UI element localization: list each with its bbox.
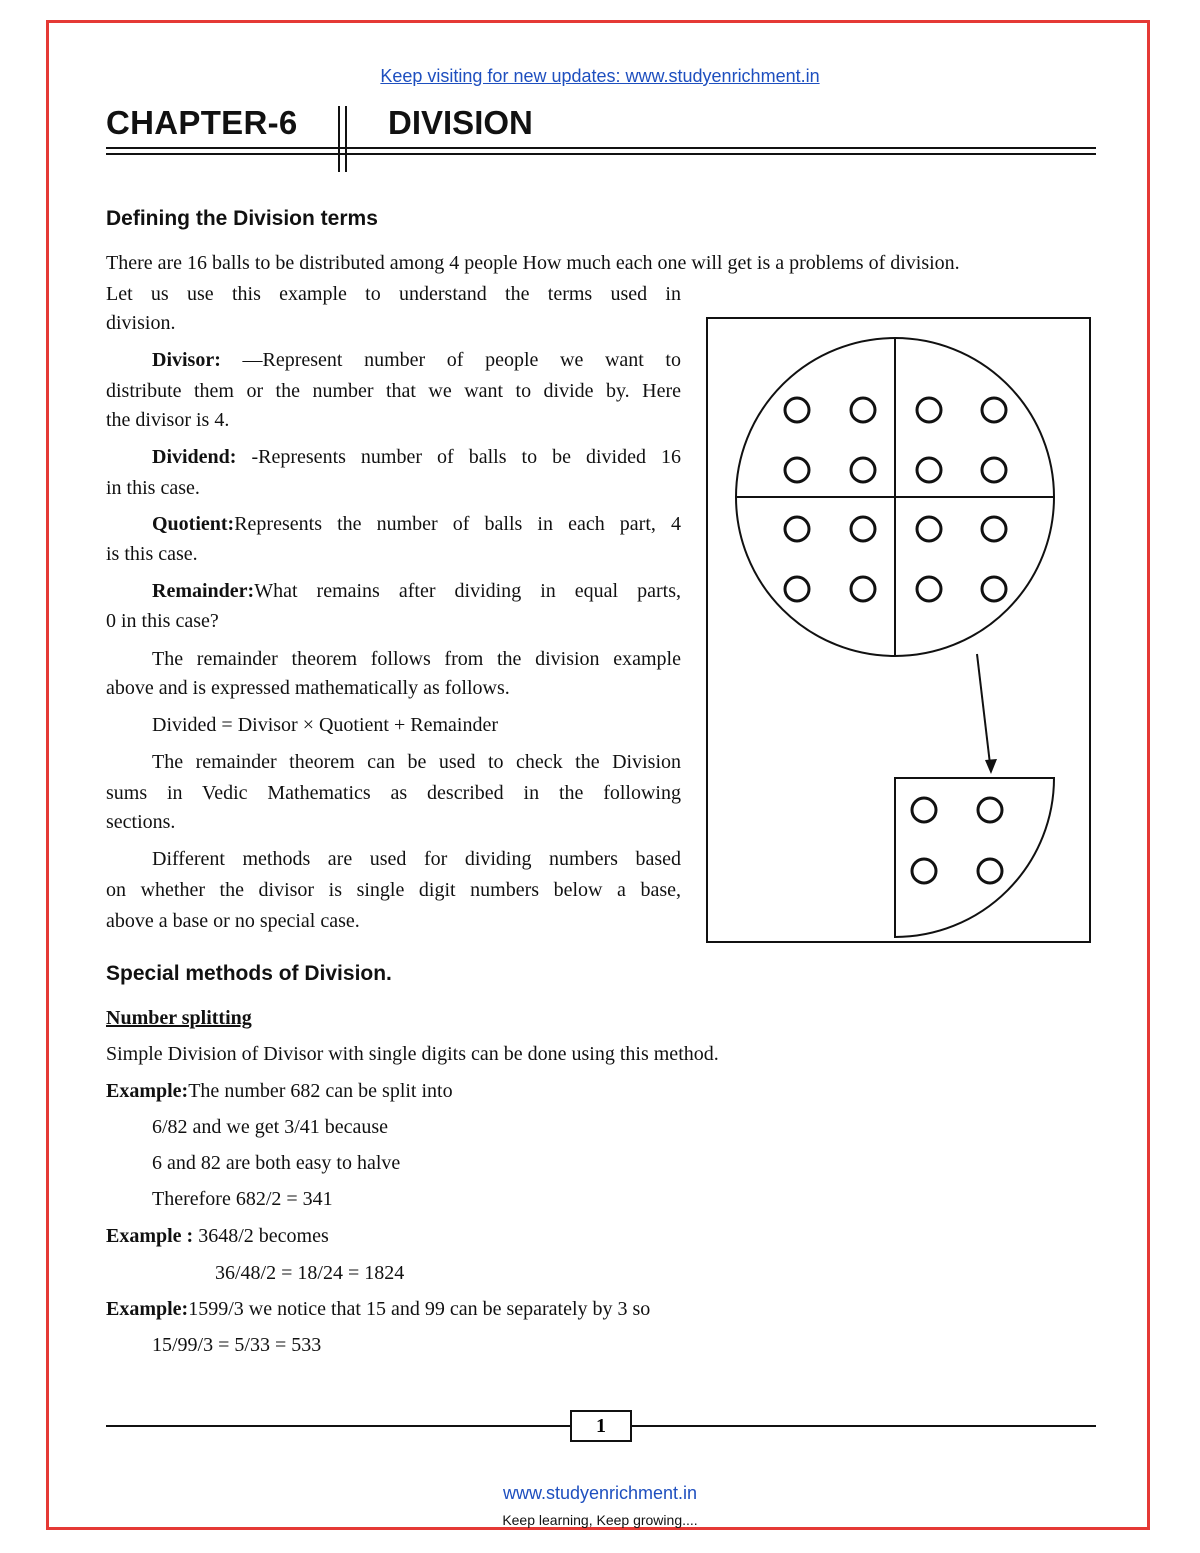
- check-line-1: The remainder theorem can be used to check the Division: [152, 751, 681, 773]
- divisor-text-1: —Represent number of people we want to: [220, 349, 681, 371]
- theorem-line-1: The remainder theorem follows from the division example: [152, 648, 681, 670]
- example-2: [106, 1221, 329, 1251]
- ball: [851, 458, 875, 482]
- ball: [785, 577, 809, 601]
- ball: [851, 517, 875, 541]
- number-splitting-intro: Simple Division of Divisor with single digits can be done using this method.: [106, 1043, 719, 1065]
- remainder-line-1: [152, 576, 681, 606]
- example-3-text: 1599/3 we notice that 15 and 99 can be separately by 3 so: [188, 1298, 651, 1320]
- methods-line-2: on whether the divisor is single digit numbers below a base,: [106, 879, 681, 901]
- ball: [917, 517, 941, 541]
- ball: [851, 577, 875, 601]
- header-rule-bottom: [106, 153, 1096, 155]
- ball: [917, 458, 941, 482]
- ball: [785, 517, 809, 541]
- intro-line-2: Let us use this example to understand the terms used in: [106, 283, 681, 305]
- example-1-line-2: 6/82 and we get 3/41 because: [152, 1116, 389, 1138]
- methods-line-3: above a base or no special case.: [106, 910, 360, 932]
- subheading-number-splitting: Number splitting: [106, 1007, 252, 1029]
- header-rule-top: [106, 147, 1096, 149]
- intro-line-3: division.: [106, 312, 176, 334]
- remainder-term: Remainder:: [152, 580, 255, 602]
- part-ball: [978, 859, 1002, 883]
- ball: [785, 398, 809, 422]
- part-ball: [978, 798, 1002, 822]
- ball: [785, 458, 809, 482]
- page-number: 1: [570, 1410, 632, 1442]
- arrow-line: [977, 654, 990, 764]
- example-1-text: The number 682 can be split into: [188, 1080, 453, 1102]
- divisor-line-2: distribute them or the number that we want to divide by. Here: [106, 380, 681, 402]
- divisor-line-3: the divisor is 4.: [106, 409, 230, 431]
- ball: [917, 577, 941, 601]
- example-3-line-2: 15/99/3 = 5/33 = 533: [152, 1334, 322, 1356]
- quarter-part: [895, 778, 1054, 937]
- example-1-label: Example:: [106, 1080, 189, 1102]
- theorem-line-2: above and is expressed mathematically as follows.: [106, 677, 510, 699]
- chapter-label: CHAPTER-6: [106, 104, 298, 141]
- remainder-text-1: What remains after dividing in equal parts,: [254, 580, 681, 602]
- example-3-label: Example:: [106, 1298, 189, 1320]
- example-2-line-2: 36/48/2 = 18/24 = 1824: [215, 1262, 405, 1284]
- quotient-term: Quotient:: [152, 513, 235, 535]
- ball: [982, 398, 1006, 422]
- part-ball: [912, 859, 936, 883]
- intro-line-1: There are 16 balls to be distributed among 4 people How much each one will get is a problems of division.: [106, 252, 960, 274]
- quotient-line-2: is this case.: [106, 543, 198, 565]
- quotient-line-1: [152, 509, 681, 539]
- dividend-line-2: in this case.: [106, 477, 200, 499]
- dividend-line-1: [152, 442, 681, 472]
- example-1-line-3: 6 and 82 are both easy to halve: [152, 1152, 401, 1174]
- footer-tagline: Keep learning, Keep growing....: [502, 1512, 698, 1528]
- part-ball: [912, 798, 936, 822]
- header-divider-left: [338, 106, 340, 172]
- dividend-text-1: -Represents number of balls to be divided 16: [236, 446, 681, 468]
- arrow-head: [985, 759, 997, 774]
- header-divider-right: [345, 106, 347, 172]
- check-line-3: sections.: [106, 811, 176, 833]
- example-1-line-4: Therefore 682/2 = 341: [152, 1188, 333, 1210]
- dividend-term: Dividend:: [152, 446, 237, 468]
- part-balls: [912, 798, 1002, 883]
- example-3: [106, 1294, 650, 1324]
- figure-frame: [707, 318, 1090, 942]
- divisor-term: Divisor:: [152, 349, 221, 371]
- divisor-line-1: [152, 345, 681, 375]
- ball: [917, 398, 941, 422]
- methods-line-1: Different methods are used for dividing numbers based: [152, 848, 681, 870]
- section-heading-special: Special methods of Division.: [106, 962, 392, 985]
- division-figure: [700, 312, 1100, 952]
- check-line-2: sums in Vedic Mathematics as described in the following: [106, 782, 681, 804]
- footer-site-link[interactable]: www.studyenrichment.in: [502, 1483, 698, 1503]
- remainder-line-2: 0 in this case?: [106, 610, 219, 632]
- example-1: [106, 1076, 453, 1106]
- example-2-text: 3648/2 becomes: [193, 1225, 329, 1247]
- ball: [982, 517, 1006, 541]
- ball: [851, 398, 875, 422]
- quotient-text-1: Represents the number of balls in each part, 4: [234, 513, 681, 535]
- section-heading-defining: Defining the Division terms: [106, 207, 378, 230]
- ball: [982, 577, 1006, 601]
- header-link[interactable]: Keep visiting for new updates: www.studyenrichment.in: [380, 66, 820, 86]
- formula: Divided = Divisor × Quotient + Remainder: [152, 714, 499, 736]
- chapter-title: DIVISION: [388, 104, 533, 141]
- ball: [982, 458, 1006, 482]
- example-2-label: Example :: [106, 1225, 194, 1247]
